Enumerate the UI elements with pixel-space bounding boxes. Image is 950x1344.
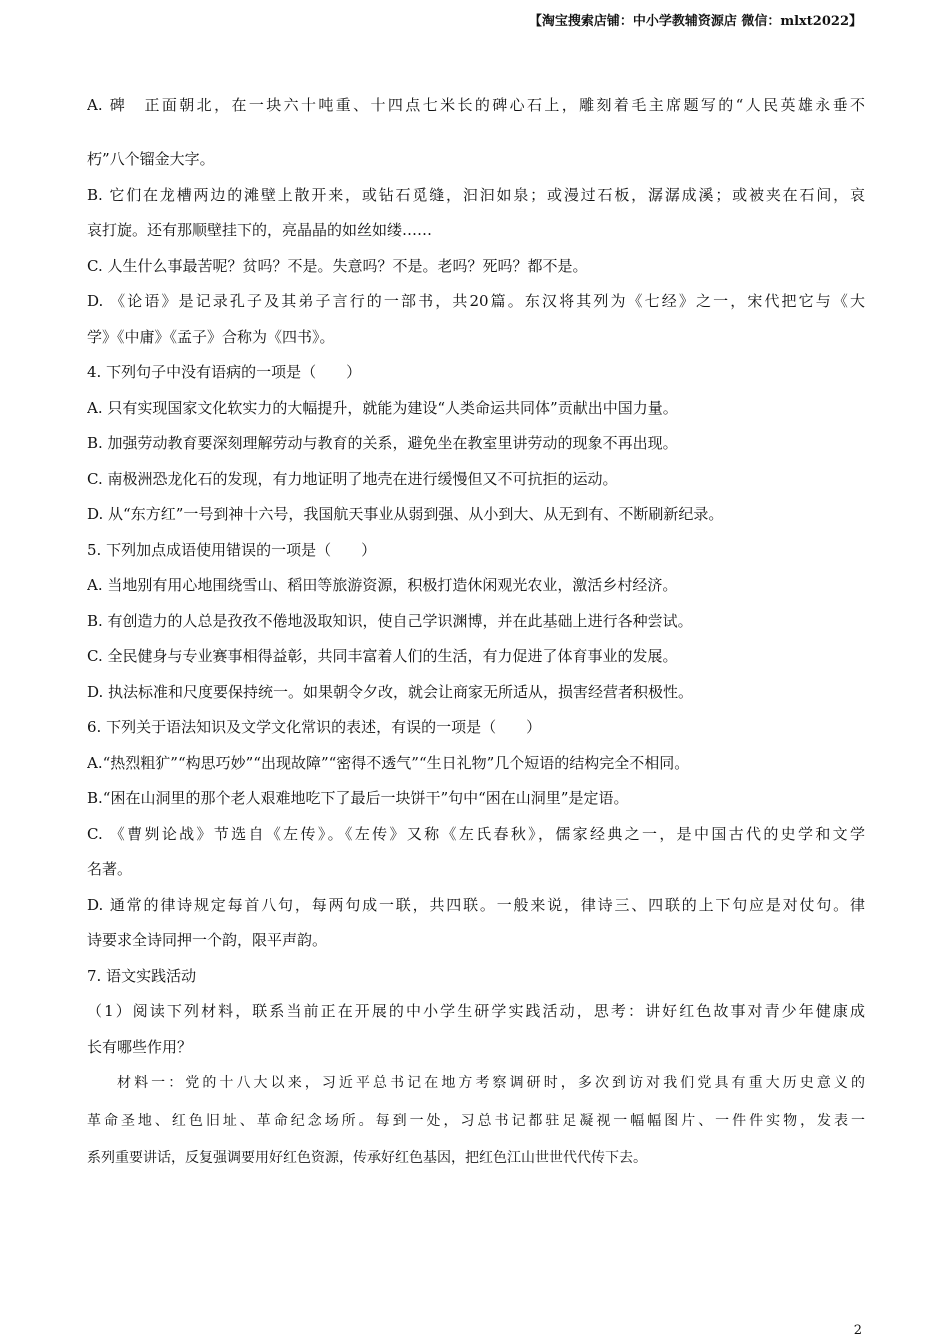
q3-option-a-line2: 朽”八个镏金大字。 [87, 150, 215, 168]
q3-option-d-line2: 学》《中庸》《孟子》合称为《四书》。 [87, 327, 335, 346]
exam-content [87, 88, 865, 1178]
q4-option-d: D. 从“东方红”一号到神十六号，我国航天事业从弱到强、从小到大、从无到有、不断刷新纪录。 [87, 505, 724, 523]
q7-stem: 7. 语文实践活动 [87, 966, 197, 985]
q6-option-d-line1: D. 通常的律诗规定每首八句，每两句成一联，共四联。一般来说，律诗三、四联的上下句应是对仗句。律 [87, 895, 865, 914]
page-number: 2 [853, 1323, 862, 1338]
q5-stem: 5. 下列加点成语使用错误的一项是（ ） [87, 540, 377, 559]
q3-option-c: C. 人生什么事最苦呢？贫吗？不是。失意吗？不是。老吗？死吗？都不是。 [87, 256, 588, 275]
q6-stem: 6. 下列关于语法知识及文学文化常识的表述，有误的一项是（ ） [87, 718, 542, 736]
q5-option-d: D. 执法标准和尺度要保持统一。如果朝令夕改，就会让商家无所适从，损害经营者积极性。 [87, 682, 694, 701]
q6-option-c-line2: 名著。 [87, 860, 133, 878]
q7-sub1-line2: 长有哪些作用？ [87, 1037, 193, 1056]
q6-option-a: A.“热烈粗犷”“构思巧妙”“出现故障”“密得不透气”“生日礼物”几个短语的结构完全不相同。 [87, 753, 690, 772]
q3-option-d-line1: D. 《论语》是记录孔子及其弟子言行的一部书，共20篇。东汉将其列为《七经》之一，宋代把它与《大 [87, 292, 865, 310]
q4-option-a: A. 只有实现国家文化软实力的大幅提升，就能为建设“人类命运共同体”贡献出中国力量。 [87, 398, 678, 417]
q4-stem: 4. 下列句子中没有语病的一项是（ ） [87, 363, 362, 381]
q3-option-a-line1: A. 碑 正面朝北，在一块六十吨重、十四点七米长的碑心石上，雕刻着毛主席题写的“人民英雄永垂不 [87, 96, 865, 114]
q5-option-c: C. 全民健身与专业赛事相得益彰，共同丰富着人们的生活，有力促进了体育事业的发展。 [87, 647, 678, 665]
material-one-line3: 系列重要讲话，反复强调要用好红色资源，传承好红色基因，把红色江山世世代代传下去。 [87, 1150, 647, 1166]
q4-option-c: C. 南极洲恐龙化石的发现，有力地证明了地壳在进行缓慢但又不可抗拒的运动。 [87, 469, 618, 488]
q3-option-b-line2: 哀打旋。还有那顺壁挂下的，亮晶晶的如丝如缕…… [87, 221, 433, 239]
q6-option-c-line1: C. 《曹刿论战》节选自《左传》。《左传》又称《左氏春秋》，儒家经典之一，是中国古代的史学和文学 [87, 824, 865, 843]
q6-option-b: B.“困在山洞里的那个老人艰难地吃下了最后一块饼干”句中“困在山洞里”是定语。 [87, 789, 629, 807]
q6-option-d-line2: 诗要求全诗同押一个韵，限平声韵。 [87, 931, 328, 949]
q5-option-a: A. 当地别有用心地围绕雪山、稻田等旅游资源，积极打造休闲观光农业，激活乡村经济。 [87, 576, 678, 594]
material-one-line2: 革命圣地、红色旧址、革命纪念场所。每到一处，习总书记都驻足凝视一幅幅图片、一件件实物，发表一 [87, 1112, 865, 1129]
q7-sub1-line1: （1）阅读下列材料，联系当前正在开展的中小学生研学实践活动，思考：讲好红色故事对青少年健康成 [87, 1002, 865, 1020]
q5-option-b: B. 有创造力的人总是孜孜不倦地汲取知识，使自己学识渊博，并在此基础上进行各种尝试。 [87, 611, 693, 630]
q4-option-b: B. 加强劳动教育要深刻理解劳动与教育的关系，避免坐在教室里讲劳动的现象不再出现。 [87, 434, 678, 452]
store-banner: 【淘宝搜索店铺：中小学教辅资源店 微信：mlxt2022】 [528, 14, 862, 29]
material-one-line1: 材料一：党的十八大以来，习近平总书记在地方考察调研时，多次到访对我们党具有重大历史意义的 [117, 1075, 865, 1091]
q3-option-b-line1: B. 它们在龙槽两边的滩壁上散开来，或钻石觅缝，汩汩如泉；或漫过石板，潺潺成溪；或被夹在石间，哀 [87, 185, 865, 204]
